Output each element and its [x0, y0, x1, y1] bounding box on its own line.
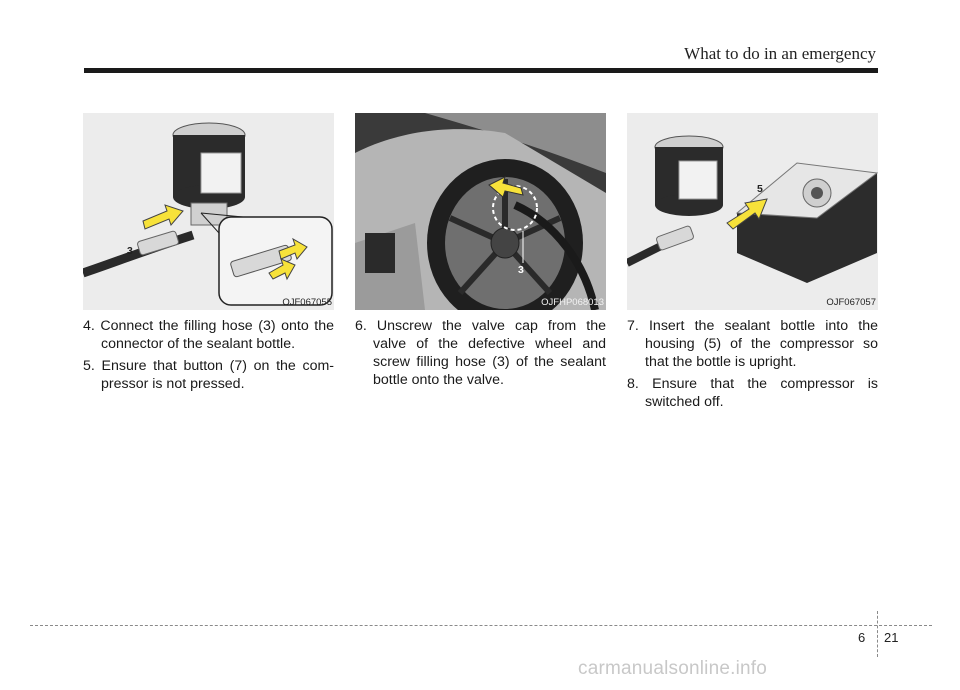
step-list	[355, 317, 606, 389]
column-step-7-8	[627, 113, 878, 415]
footer-rule	[30, 625, 932, 626]
wheel-illustration	[355, 113, 606, 310]
figure-code: OJF067057	[826, 297, 876, 308]
figure-callout: 5	[757, 183, 763, 195]
step-text: 5. Ensure that button (7) on the com-pressor is not pressed.	[83, 358, 334, 392]
step-text: 4. Connect the filling hose (3) onto the connector of the sealant bottle.	[83, 318, 334, 352]
sealant-bottle-illustration	[83, 113, 334, 310]
figure-callout: 3	[127, 245, 133, 257]
step-list	[83, 317, 334, 393]
step-text: 8. Ensure that the compressor is switched off.	[627, 376, 878, 410]
step-text: 7. Insert the sealant bottle into the housing (5) of the compressor so that the bottle is upright.	[627, 318, 878, 370]
header-rule	[84, 68, 878, 73]
figure-wheel-valve	[355, 113, 606, 310]
figure-code: OJF067055	[282, 297, 332, 308]
footer-divider	[877, 611, 878, 657]
column-step-4-5	[83, 113, 334, 397]
figure-code: OJFHP068013	[541, 297, 604, 308]
figure-connect-hose	[83, 113, 334, 310]
figure-callout: 3	[518, 264, 524, 276]
step-text: 6. Unscrew the valve cap from the valve of the defective wheel and screw filling hose (3) of the sealant bottle onto the valve.	[355, 318, 606, 388]
compressor-illustration	[627, 113, 878, 310]
column-step-6	[355, 113, 606, 393]
figure-insert-bottle	[627, 113, 878, 310]
chapter-number: 6	[858, 630, 866, 645]
page-number: 21	[884, 630, 899, 645]
page-header-title: What to do in an emergency	[684, 44, 876, 63]
watermark: carmanualsonline.info	[578, 658, 768, 679]
step-list	[627, 317, 878, 411]
